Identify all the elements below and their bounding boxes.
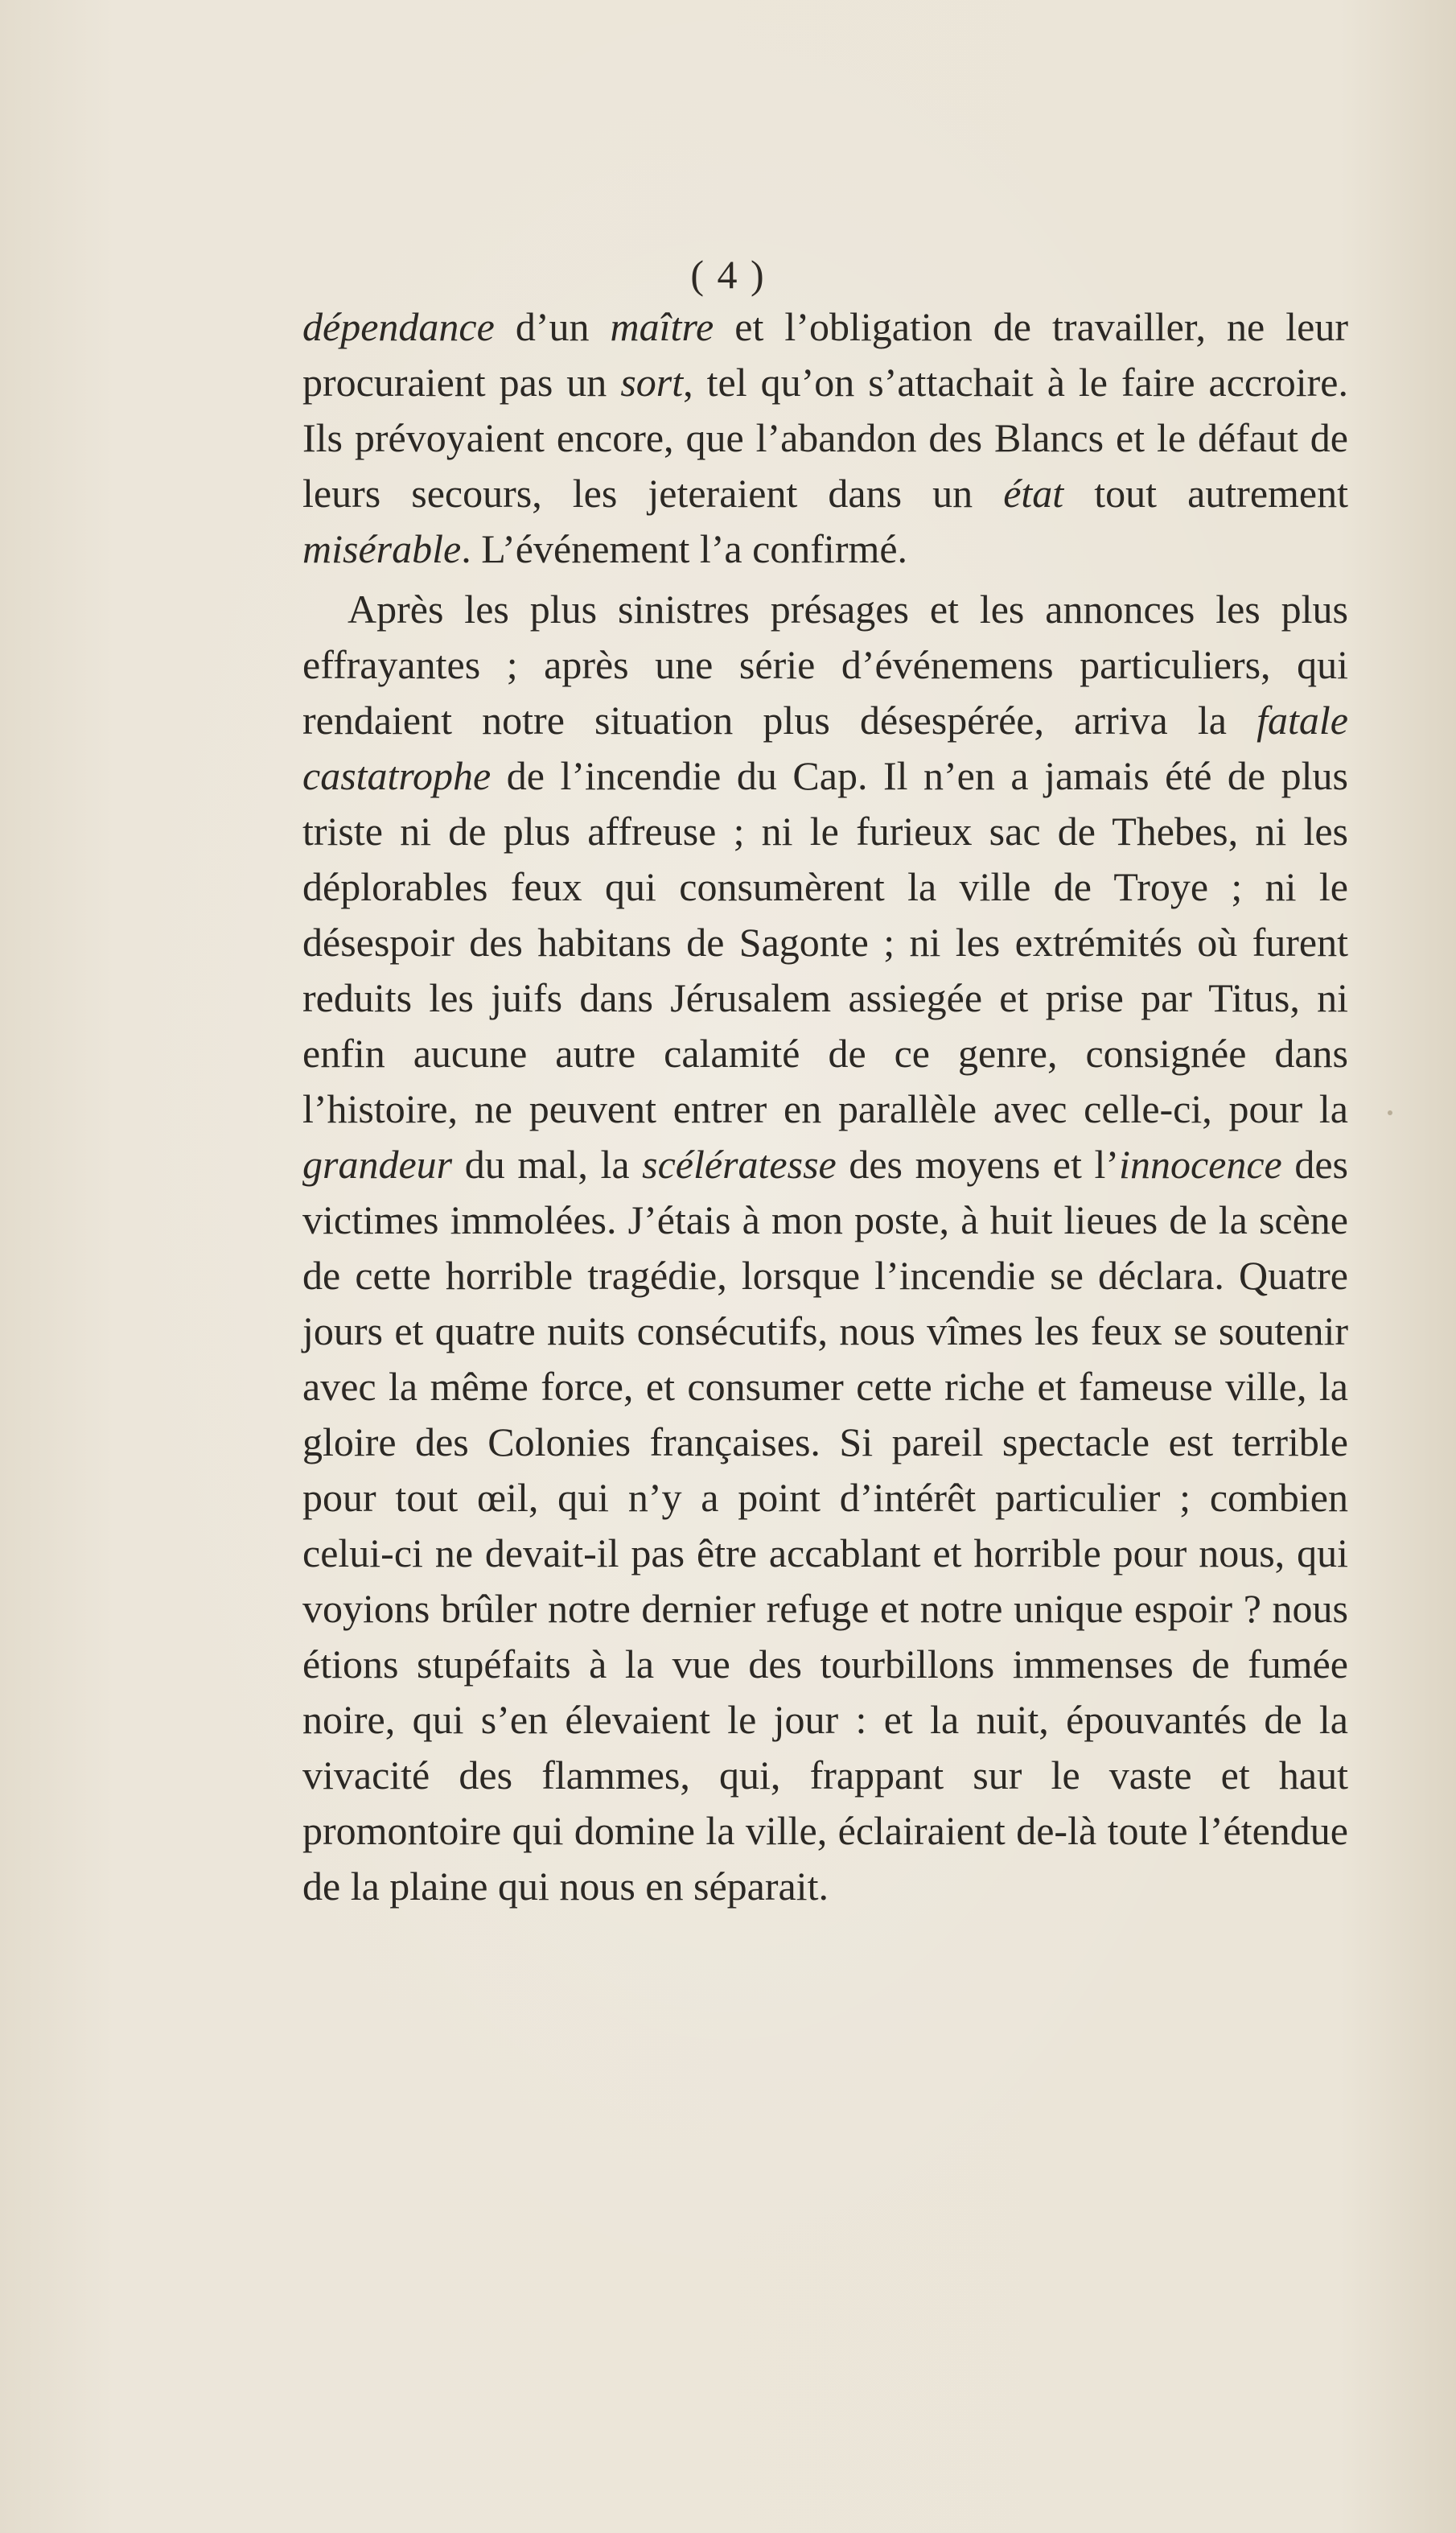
- text-run: et l’obligation de travailler, ne leur procuraient pas un: [302, 304, 1348, 405]
- text-run: scélératesse: [642, 1142, 837, 1187]
- body-text: [302, 299, 1348, 1914]
- text-run: dépendance: [302, 304, 495, 349]
- text-run: de l’incendie du Cap. Il n’en a jamais été de plus triste ni de plus affreuse ; ni le furieux sac de Thebes, ni les déplorables feux qui consumèrent la ville de Troye ; ni le désespoir des habitans de Sagonte ; ni les extrémités où furent reduits les juifs dans Jérusalem assiegée et prise par Titus, ni enfin aucune autre calamité de ce genre, consignée dans l’histoire, ne peuvent entrer en parallèle avec celle-ci, pour la: [302, 753, 1348, 1131]
- paragraph-2: [302, 582, 1348, 1914]
- text-run: innocence: [1119, 1142, 1282, 1187]
- text-run: d’un: [494, 304, 611, 349]
- text-run: grandeur: [302, 1142, 453, 1187]
- text-run: . L’événement l’a confirmé.: [461, 526, 908, 571]
- text-run: fatale castatrophe: [302, 698, 1348, 798]
- text-run: , tel qu’on s’attachait à le faire accroire. Ils prévoyaient encore, que l’abandon des Blancs et le défaut de leurs secours, les jeteraient dans un: [302, 360, 1348, 516]
- text-run: misérable: [302, 526, 462, 571]
- text-run: sort: [620, 360, 684, 405]
- text-run: tout autrement: [1063, 471, 1348, 516]
- paper-speck: [1388, 1110, 1392, 1115]
- paragraph-1: [302, 299, 1348, 577]
- text-run: état: [1003, 471, 1064, 516]
- text-run: des victimes immolées. J’étais à mon poste, à huit lieues de la scène de cette horrible tragédie, lorsque l’incendie se déclara. Quatre jours et quatre nuits consécutifs, nous vîmes les feux se soutenir avec la même force, et consumer cette riche et fameuse ville, la gloire des Colonies françaises. Si pareil spectacle est terrible pour tout œil, qui n’y a point d’intérêt particulier ; combien celui-ci ne devait-il pas être accablant et horrible pour nous, qui voyions brûler notre dernier refuge et notre unique espoir ? nous étions stupéfaits à la vue des tourbillons immenses de fumée noire, qui s’en élevaient le jour : et la nuit, épouvantés de la vivacité des flammes, qui, frappant sur le vaste et haut promontoire qui domine la ville, éclairaient de-là toute l’étendue de la plaine qui nous en séparait.: [302, 1142, 1348, 1909]
- text-run: Après les plus sinistres présages et les annonces les plus effrayantes ; après une série d’événemens particuliers, qui rendaient notre situation plus désespérée, arriva la: [302, 587, 1348, 743]
- text-run: des moyens et l’: [836, 1142, 1120, 1187]
- text-run: maître: [610, 304, 714, 349]
- page-number: ( 4 ): [690, 252, 766, 297]
- text-run: du mal, la: [452, 1142, 643, 1187]
